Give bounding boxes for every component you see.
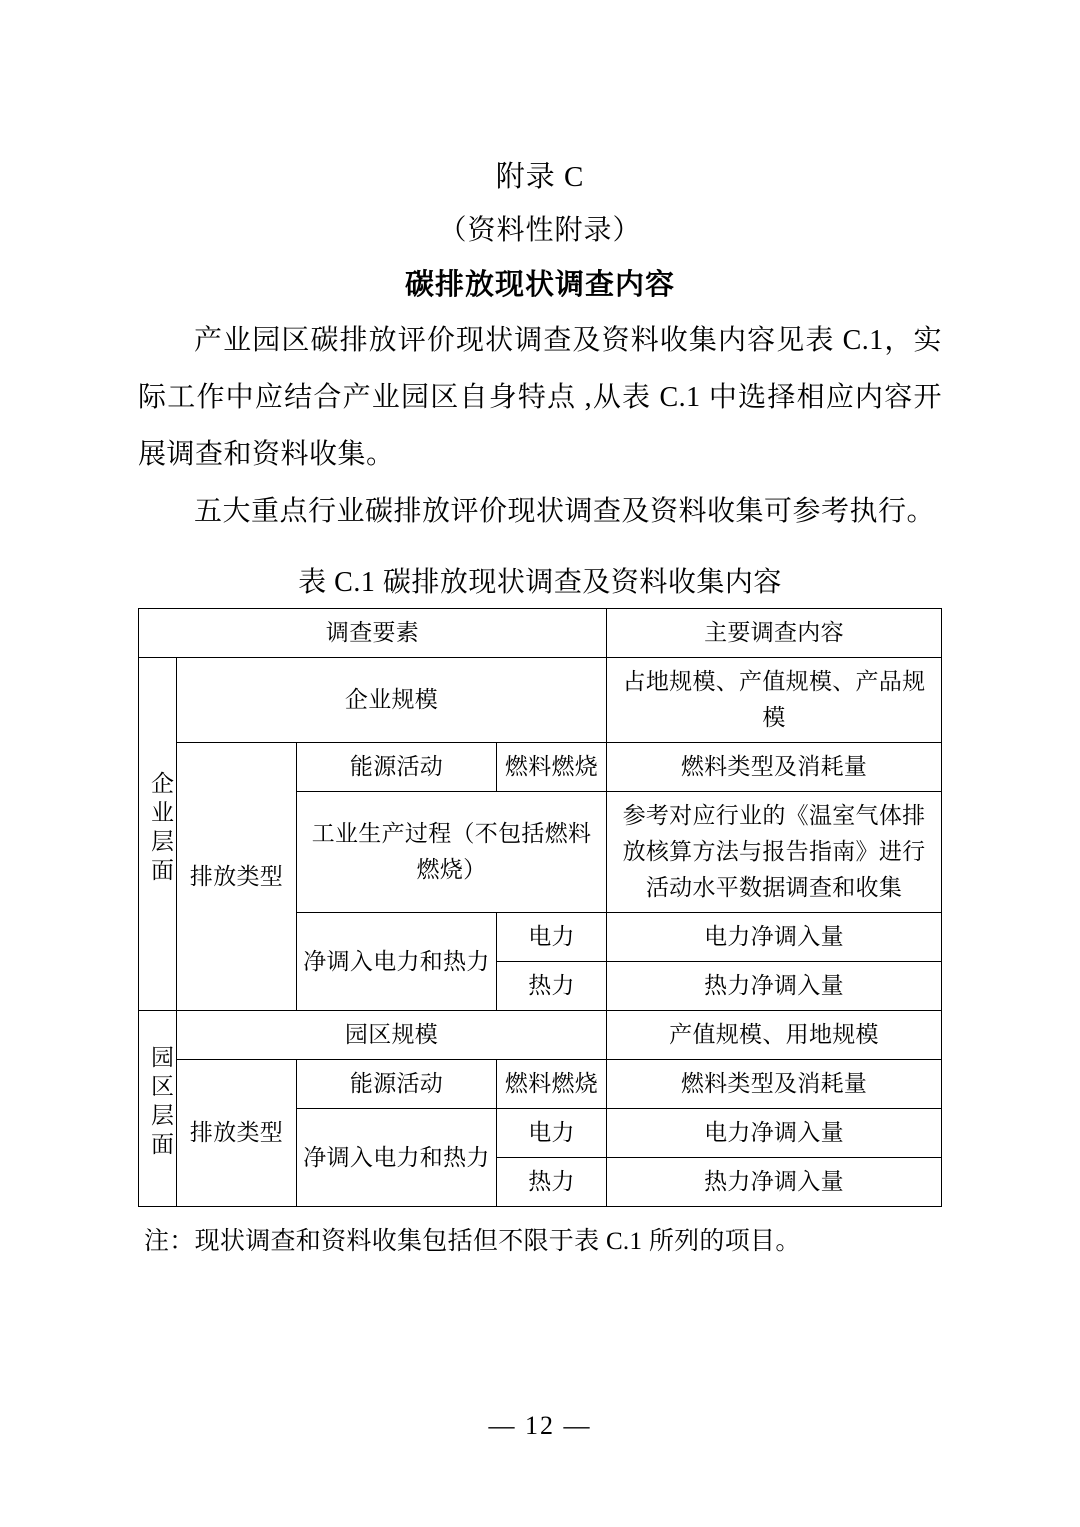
- park-electricity-content: 电力净调入量: [607, 1109, 942, 1158]
- heat-label: 热力: [497, 962, 607, 1011]
- park-electricity-label: 电力: [497, 1109, 607, 1158]
- level-park-label: 园区层面: [148, 1045, 173, 1161]
- electricity-content: 电力净调入量: [607, 913, 942, 962]
- industrial-process-content: 参考对应行业的《温室气体排放核算方法与报告指南》进行活动水平数据调查和收集: [607, 792, 942, 913]
- emission-type-label: 排放类型: [177, 743, 297, 1011]
- park-fuel-combustion-content: 燃料类型及消耗量: [607, 1060, 942, 1109]
- park-heat-content: 热力净调入量: [607, 1158, 942, 1207]
- enterprise-scale-content: 占地规模、产值规模、产品规模: [607, 658, 942, 743]
- park-scale-label: 园区规模: [177, 1011, 607, 1060]
- enterprise-scale-label: 企业规模: [177, 658, 607, 743]
- paragraph-2: 五大重点行业碳排放评价现状调查及资料收集可参考执行。: [194, 496, 936, 527]
- table-row: [139, 1011, 942, 1060]
- appendix-title: 碳排放现状调查内容: [404, 269, 675, 301]
- level-park: [139, 1011, 177, 1207]
- park-emission-type-label: 排放类型: [177, 1060, 297, 1207]
- industrial-process-label: 工业生产过程（不包括燃料燃烧）: [297, 792, 607, 913]
- park-fuel-combustion-label: 燃料燃烧: [497, 1060, 607, 1109]
- fuel-combustion-content: 燃料类型及消耗量: [607, 743, 942, 792]
- page-number: — 12 —: [488, 1411, 592, 1440]
- park-net-power-heat-label: 净调入电力和热力: [297, 1109, 497, 1207]
- table-row: [139, 743, 942, 792]
- heat-content: 热力净调入量: [607, 962, 942, 1011]
- header-factors: 调查要素: [139, 609, 607, 658]
- park-energy-activity-label: 能源活动: [297, 1060, 497, 1109]
- electricity-label: 电力: [497, 913, 607, 962]
- table-row: [139, 1060, 942, 1109]
- appendix-title-block: [138, 150, 942, 312]
- level-enterprise-label: 企业层面: [148, 770, 173, 887]
- net-power-heat-label: 净调入电力和热力: [297, 913, 497, 1011]
- table-row: [139, 658, 942, 743]
- paragraph-1: 产业园区碳排放评价现状调查及资料收集内容见表 C.1，实际工作中应结合产业园区自身特点 ,从表 C.1 中选择相应内容开展调查和资料收集。: [138, 325, 942, 470]
- appendix-type: （资料性附录）: [438, 215, 642, 246]
- park-heat-label: 热力: [497, 1158, 607, 1207]
- energy-activity-label: 能源活动: [297, 743, 497, 792]
- appendix-label: 附录 C: [495, 161, 585, 193]
- table-row: [139, 609, 942, 658]
- survey-table: [138, 608, 942, 1207]
- header-contents: 主要调查内容: [607, 609, 942, 658]
- table-note: 注：现状调查和资料收集包括但不限于表 C.1 所列的项目。: [144, 1228, 801, 1255]
- table-caption: 表 C.1 碳排放现状调查及资料收集内容: [298, 567, 782, 598]
- fuel-combustion-label: 燃料燃烧: [497, 743, 607, 792]
- level-enterprise: [139, 658, 177, 1011]
- park-scale-content: 产值规模、用地规模: [607, 1011, 942, 1060]
